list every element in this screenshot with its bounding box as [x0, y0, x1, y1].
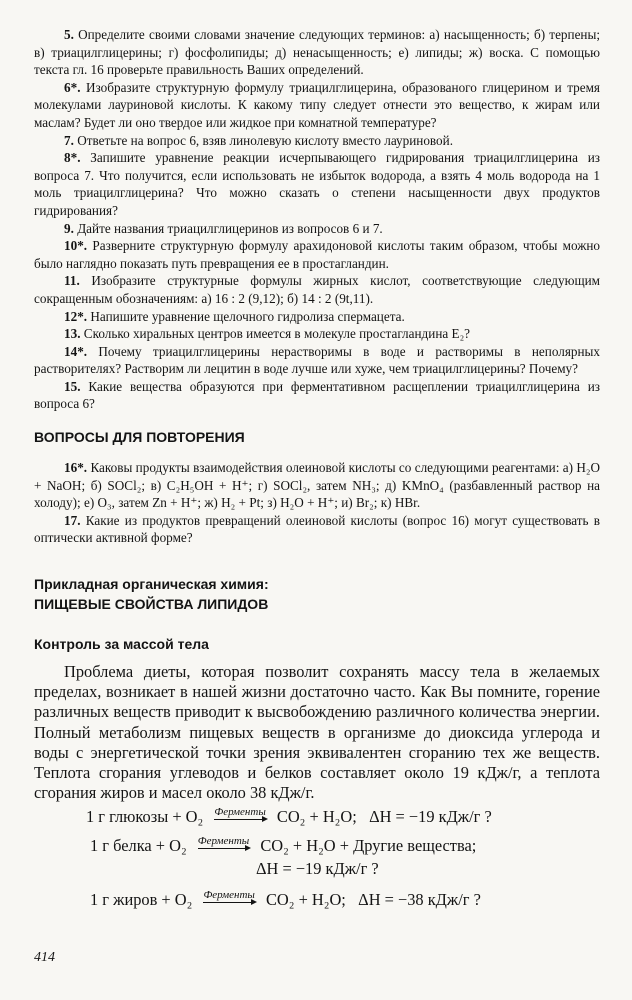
equation-left: 1 г глюкозы + O₂	[86, 807, 204, 827]
section-heading	[34, 574, 600, 614]
arrow-label: Ферменты	[214, 806, 266, 819]
question-text: Какие вещества образуются при ферментативном расщеплении триацилглицерина из вопроса 6?	[34, 378, 600, 412]
equation-enthalpy: ΔH = −19 кДж/г ?	[369, 807, 492, 827]
question-text: Запишите уравнение реакции исчерпывающего гидрирования триацилглицерина из вопроса 7. Что получится, если использовать не избыток водорода, а взять 4 моль водорода на 1 моль триацилглицерина? Что можно сказать о степени насыщенности двух продуктов гидрирования?	[34, 150, 600, 218]
equation-protein-enthalpy	[34, 857, 600, 880]
reaction-arrow	[194, 836, 253, 849]
question-item	[34, 220, 600, 238]
equation-left: 1 г белка + O₂	[90, 836, 187, 856]
body-paragraph: Проблема диеты, которая позволит сохранять массу тела в желаемых пределах, возникает в нашей жизни достаточно часто. Как Вы помните, горение различных веществ приводит к высвобождению различного количества энергии. Полный метаболизм пищевых веществ в организме до диоксида углерода и воды с энергетической точки зрения эквивалентен сгоранию тех же веществ. Теплота сгорания углеводов и белков составляет около 19 кДж/г, а теплота сгорания жиров и масел около 38 кДж/г.	[34, 662, 600, 803]
section-heading-line2: ПИЩЕВЫЕ СВОЙСТВА ЛИПИДОВ	[34, 596, 269, 613]
equation-left: 1 г жиров + O₂	[90, 890, 193, 910]
question-text: Почему триацилглицерины нерастворимы в воде и растворимы в неполярных растворителях? Растворим ли лецитин в воде лучше или хуже, чем триацилглицерины? Почему?	[34, 343, 600, 377]
question-item	[34, 149, 600, 219]
question-item	[34, 132, 600, 150]
question-item	[34, 79, 600, 132]
question-text: Каковы продукты взаимодействия олеиновой кислоты со следующими реагентами: а) H₂O + NaOH; б) SOCl₂; в) C₂H₅OH + H⁺; г) SOCl₂, затем NH₃; д) KMnO₄ (разбавленный раствор на холоду); е) O₃, затем Zn + H⁺; ж) H₂ + Pt; з) H₂O + H⁺; и) Br₂; к) HBr.	[34, 460, 601, 511]
equation-enthalpy: ΔH = −19 кДж/г ?	[256, 859, 379, 879]
question-number: 7.	[64, 132, 74, 148]
question-number: 17.	[64, 512, 81, 528]
question-text: Разверните структурную формулу арахидоновой кислоты таким образом, чтобы можно было наглядно показать путь превращения ее в простагландин.	[34, 238, 601, 271]
question-item	[34, 308, 600, 326]
question-text: Изобразите структурную формулу триацилглицерина, образованого глицерином и тремя молекулами лауриновой кислоты. К какому типу следует отнести это вещество, к жирам или маслам? Будет ли оно твердое или жидкое при комнатной температуре?	[34, 79, 600, 130]
equation-fat	[34, 888, 600, 911]
review-questions-list	[34, 459, 600, 547]
page-content	[34, 26, 600, 911]
subsection-heading: Контроль за массой тела	[34, 636, 209, 653]
question-number: 8*.	[64, 150, 81, 166]
question-item	[34, 237, 600, 272]
question-item	[34, 459, 600, 512]
equation-right: CO₂ + H₂O;	[276, 807, 357, 827]
question-text: Определите своими словами значение следующих терминов: а) насыщенность; б) терпены; в) триацилглицерины; г) фосфолипиды; д) ненасыщенность; е) липиды; ж) воска. С помощью текста гл. 16 проверьте правильность Ваших определений.	[34, 27, 601, 78]
reaction-arrow	[210, 807, 269, 820]
equation-enthalpy: ΔH = −38 кДж/г ?	[358, 890, 481, 910]
equation-right: CO₂ + H₂O;	[266, 890, 346, 910]
page-number: 414	[34, 950, 55, 965]
question-number: 15.	[64, 378, 81, 394]
question-number: 5.	[64, 27, 74, 42]
question-item	[34, 512, 600, 547]
question-text: Изобразите структурные формулы жирных кислот, соответствующие следующим сокращенным обозначениям: а) 16 : 2 (9,12); б) 14 : 2 (9t,11).	[34, 273, 601, 306]
equation-glucose	[34, 805, 600, 828]
section-heading-line1: Прикладная органическая химия:	[34, 576, 269, 593]
question-number: 9.	[64, 220, 74, 236]
arrow-label: Ферменты	[203, 889, 255, 902]
question-number: 16*.	[64, 460, 88, 476]
question-item	[34, 343, 600, 378]
review-heading: ВОПРОСЫ ДЛЯ ПОВТОРЕНИЯ	[34, 429, 245, 446]
question-text: Сколько хиральных центров имеется в молекуле простагландина E₂?	[83, 326, 471, 342]
question-text: Ответьте на вопрос 6, взяв линолевую кислоту вместо лауриновой.	[77, 132, 454, 148]
question-number: 6*.	[64, 79, 81, 95]
question-number: 14*.	[64, 343, 88, 359]
question-item	[34, 378, 600, 413]
question-item	[34, 325, 600, 343]
question-text: Дайте названия триацилглицеринов из вопросов 6 и 7.	[77, 220, 383, 236]
question-text: Какие из продуктов превращений олеиновой кислоты (вопрос 16) могут существовать в оптически активной форме?	[34, 512, 600, 546]
equation-right: CO₂ + H₂O + Другие вещества;	[260, 836, 477, 856]
arrow-label: Ферменты	[197, 835, 250, 848]
question-number: 11.	[64, 273, 80, 289]
question-number: 13.	[64, 326, 81, 342]
question-number: 12*.	[64, 308, 88, 324]
question-item	[34, 272, 600, 307]
equation-protein	[34, 834, 600, 857]
question-item	[34, 26, 600, 79]
reaction-arrow	[199, 890, 258, 903]
question-text: Напишите уравнение щелочного гидролиза спермацета.	[90, 308, 405, 324]
questions-list	[34, 26, 600, 413]
question-number: 10*.	[64, 238, 88, 254]
